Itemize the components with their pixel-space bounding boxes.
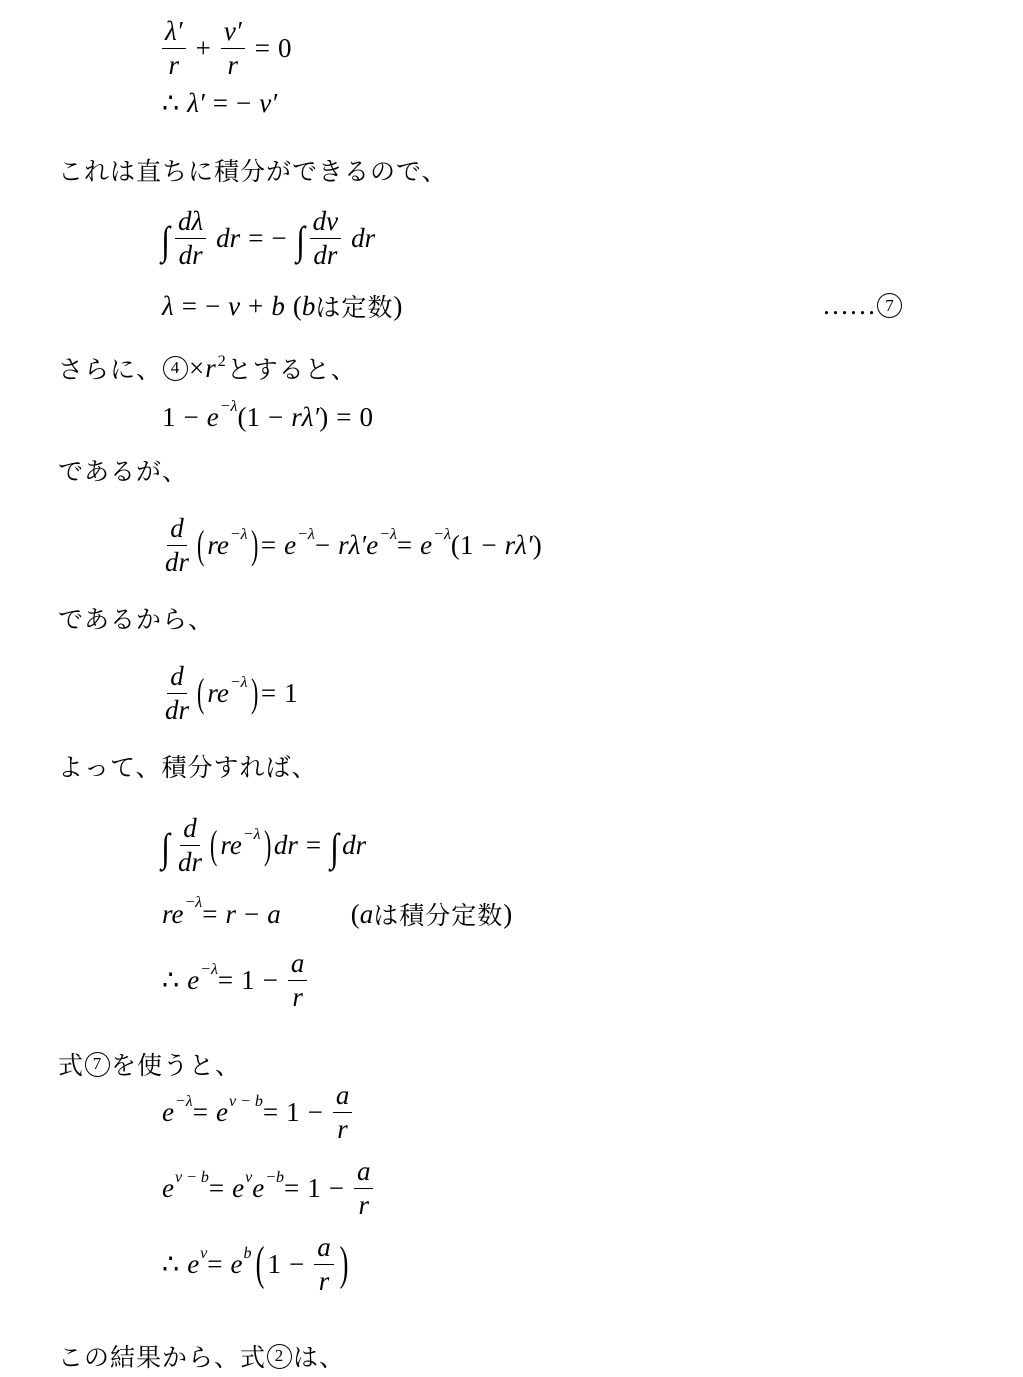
equation-7-label (822, 290, 903, 321)
equation-sum-derivatives: $\frac{\lambda'}{r}$ + $\frac{\nu'}{r}$ = 0 (160, 18, 291, 79)
paragraph-use-equation-7 (58, 1046, 241, 1082)
paragraph-integrate-directly (58, 152, 448, 188)
paragraph-text-b: を使うと、 (111, 1051, 242, 1080)
paragraph-text: であるから、 (58, 605, 215, 634)
paragraph-text-b: は、 (293, 1343, 346, 1372)
equation-derivative-one: $\frac{d}{dr}$ ( re −λ ) = 1 (165, 661, 298, 725)
equation-substitute: e −λ = e ν − b = 1 − $\frac{a}{r}$ (162, 1082, 354, 1143)
equation-ref-4: 4 (163, 356, 188, 381)
paragraph-text-b: とすると、 (226, 355, 357, 384)
equation-lambda-prime: ∴ λ′ = − ν′ (162, 88, 278, 118)
paragraph-however (58, 452, 188, 488)
equation-derivative-expansion: $\frac{d}{dr}$ ( re −λ ) = e −λ − rλ′e −λ = e −λ (1 − rλ′ ) (165, 513, 542, 577)
paragraph-text-a: 式 (58, 1051, 85, 1080)
equation-ref-7: 7 (85, 1052, 110, 1077)
equation-e-minus-lambda: ∴ e −λ = 1 − $\frac{a}{r}$ (162, 950, 309, 1011)
a-constant-note: は積分定数 (373, 901, 504, 930)
paragraph-text: よって、積分すれば、 (58, 753, 318, 782)
leader-dots: …… (822, 290, 876, 320)
equation-integral-both-sides: ∫ $\frac{d}{dr}$ ( re −λ ) dr = ∫ dr (161, 813, 367, 877)
b-constant-note: は定数 (315, 293, 394, 322)
paragraph-text: これは直ちに積分ができるので、 (58, 157, 448, 186)
equation-number-7: 7 (877, 293, 902, 318)
equation-integral-lambda-nu: ∫ $\frac{d\lambda}{dr}$ dr = − ∫ $\frac{d\nu}{dr}$ dr (161, 206, 376, 270)
paragraph-therefore (58, 600, 214, 636)
equation-e-nu: ∴ e ν = e b ( 1 − $\frac{a}{r}$ ) (162, 1232, 349, 1296)
equation-integrated: re −λ = r − a ( a は積分定数 ) (162, 894, 513, 930)
paragraph-text: であるが、 (58, 457, 189, 486)
equation-multiplied: 1 − e −λ (1 − rλ′ ) = 0 (162, 397, 374, 432)
equation-split-exponent: e ν − b = e ν e −b = 1 − $\frac{a}{r}$ (162, 1158, 375, 1219)
paragraph-text-a: この結果から、式 (58, 1343, 267, 1372)
paragraph-text-a: さらに、 (58, 355, 163, 384)
equation-7: λ = − ν + b ( b は定数 ) (162, 288, 402, 324)
paragraph-from-this-result (58, 1338, 345, 1374)
paragraph-multiply-r-squared: さらに、 4 $\times r^2$ とすると、 (58, 350, 357, 386)
equation-ref-2: 2 (267, 1344, 292, 1369)
paragraph-integrate (58, 748, 318, 784)
